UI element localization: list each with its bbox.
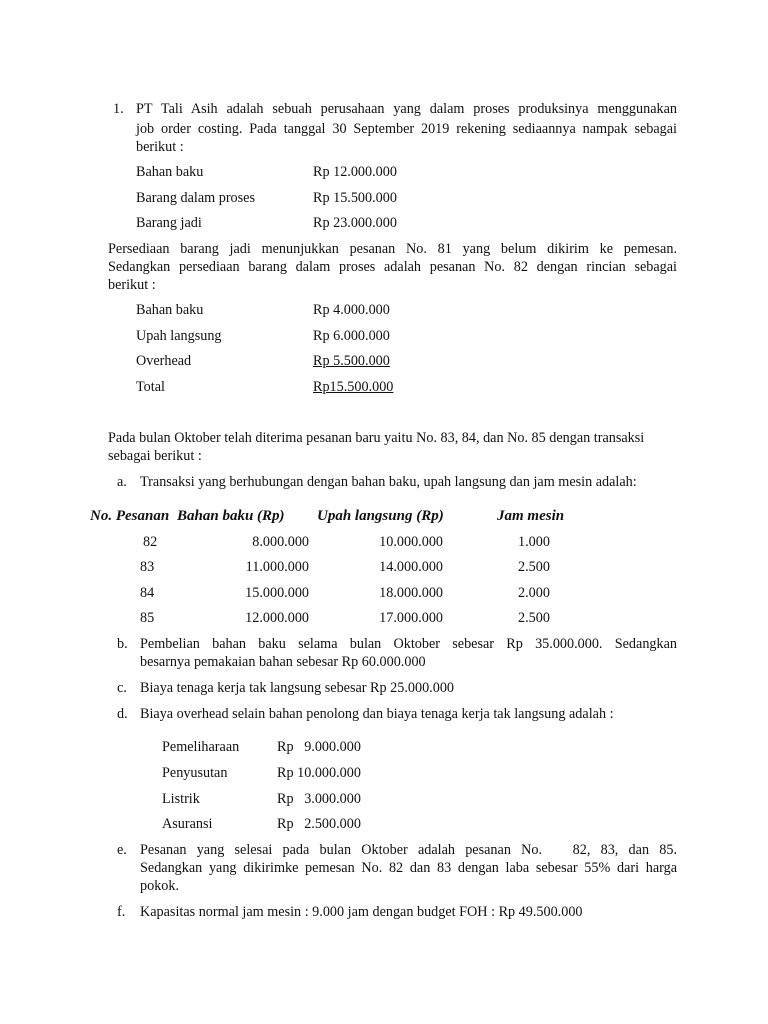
wip-paragraph-line-2: Sedangkan persediaan barang dalam proses adalah pesanan No. 82 dengan rincian sebagai <box>108 259 677 275</box>
overhead-cost-label: Pemeliharaan <box>162 739 240 755</box>
order-no-cell: 83 <box>140 559 155 575</box>
wip-detail-label: Bahan baku <box>136 302 204 318</box>
item-a-marker: a. <box>117 474 127 490</box>
item-b-marker: b. <box>117 636 128 652</box>
item-1-intro-line-3: berikut : <box>136 139 184 155</box>
labor-cell: 18.000.000 <box>379 585 443 601</box>
october-paragraph-line-1: Pada bulan Oktober telah diterima pesanan baru yaitu No. 83, 84, dan No. 85 dengan transaksi <box>108 430 645 446</box>
wip-detail-label: Upah langsung <box>136 328 222 344</box>
wip-paragraph-line-1: Persediaan barang jadi menunjukkan pesanan No. 81 yang belum dikirim ke pemesan. <box>108 241 677 257</box>
wip-detail-total-value: Rp15.500.000 <box>313 379 394 395</box>
item-b-line-2: besarnya pemakaian bahan sebesar Rp 60.000.000 <box>140 654 426 670</box>
wip-detail-value: Rp 4.000.000 <box>313 302 390 318</box>
overhead-cost-label: Listrik <box>162 791 200 807</box>
wip-detail-total-label: Total <box>136 379 165 395</box>
machine-hours-cell: 2.000 <box>518 585 550 601</box>
table-header-machine-hours: Jam mesin <box>497 508 565 524</box>
order-no-cell: 85 <box>140 610 155 626</box>
overhead-cost-value: Rp 9.000.000 <box>277 739 361 755</box>
table-header-order-no: No. Pesanan <box>90 508 170 524</box>
item-1-intro-line-1: PT Tali Asih adalah sebuah perusahaan yang dalam proses produksinya menggunakan <box>136 101 677 117</box>
item-e-marker: e. <box>117 842 127 858</box>
wip-detail-value: Rp 6.000.000 <box>313 328 390 344</box>
item-e-line-1: Pesanan yang selesai pada bulan Oktober adalah pesanan No. 82, 83, dan 85. <box>140 842 677 858</box>
wip-detail-value: Rp 5.500.000 <box>313 353 390 369</box>
inventory-value: Rp 15.500.000 <box>313 190 397 206</box>
machine-hours-cell: 2.500 <box>518 610 550 626</box>
item-e-line-3: pokok. <box>140 878 180 894</box>
labor-cell: 14.000.000 <box>379 559 443 575</box>
item-c-marker: c. <box>117 680 127 696</box>
overhead-cost-label: Asuransi <box>162 816 213 832</box>
item-1-intro-line-2: job order costing. Pada tanggal 30 September 2019 rekening sediaannya nampak sebagai <box>136 121 677 137</box>
labor-cell: 10.000.000 <box>379 534 443 550</box>
order-no-cell: 82 <box>143 534 158 550</box>
wip-paragraph-line-3: berikut : <box>108 277 156 293</box>
item-c-text: Biaya tenaga kerja tak langsung sebesar Rp 25.000.000 <box>140 680 455 696</box>
material-cell: 12.000.000 <box>245 610 309 626</box>
overhead-cost-value: Rp 10.000.000 <box>277 765 361 781</box>
labor-cell: 17.000.000 <box>379 610 443 626</box>
overhead-cost-value: Rp 2.500.000 <box>277 816 361 832</box>
wip-detail-label: Overhead <box>136 353 192 369</box>
order-no-cell: 84 <box>140 585 155 601</box>
item-f-marker: f. <box>117 904 126 920</box>
item-f-text: Kapasitas normal jam mesin : 9.000 jam dengan budget FOH : Rp 49.500.000 <box>140 904 583 920</box>
inventory-label: Barang jadi <box>136 215 202 231</box>
material-cell: 15.000.000 <box>245 585 309 601</box>
item-1-number: 1. <box>113 101 124 117</box>
item-e-line-2: Sedangkan yang dikirimke pemesan No. 82 dan 83 dengan laba sebesar 55% dari harga <box>140 860 677 876</box>
item-d-marker: d. <box>117 706 128 722</box>
machine-hours-cell: 2.500 <box>518 559 550 575</box>
october-paragraph-line-2: sebagai berikut : <box>108 448 202 464</box>
inventory-value: Rp 12.000.000 <box>313 164 397 180</box>
item-a-text: Transaksi yang berhubungan dengan bahan baku, upah langsung dan jam mesin adalah: <box>140 474 637 490</box>
table-header-labor: Upah langsung (Rp) <box>317 508 444 524</box>
item-d-text: Biaya overhead selain bahan penolong dan biaya tenaga kerja tak langsung adalah : <box>140 706 614 722</box>
item-b-line-1: Pembelian bahan baku selama bulan Oktober sebesar Rp 35.000.000. Sedangkan <box>140 636 677 652</box>
inventory-label: Bahan baku <box>136 164 204 180</box>
material-cell: 8.000.000 <box>252 534 309 550</box>
inventory-label: Barang dalam proses <box>136 190 255 206</box>
table-header-material: Bahan baku (Rp) <box>177 508 285 524</box>
inventory-value: Rp 23.000.000 <box>313 215 397 231</box>
material-cell: 11.000.000 <box>245 559 309 575</box>
overhead-cost-label: Penyusutan <box>162 765 228 781</box>
machine-hours-cell: 1.000 <box>518 534 550 550</box>
overhead-cost-value: Rp 3.000.000 <box>277 791 361 807</box>
